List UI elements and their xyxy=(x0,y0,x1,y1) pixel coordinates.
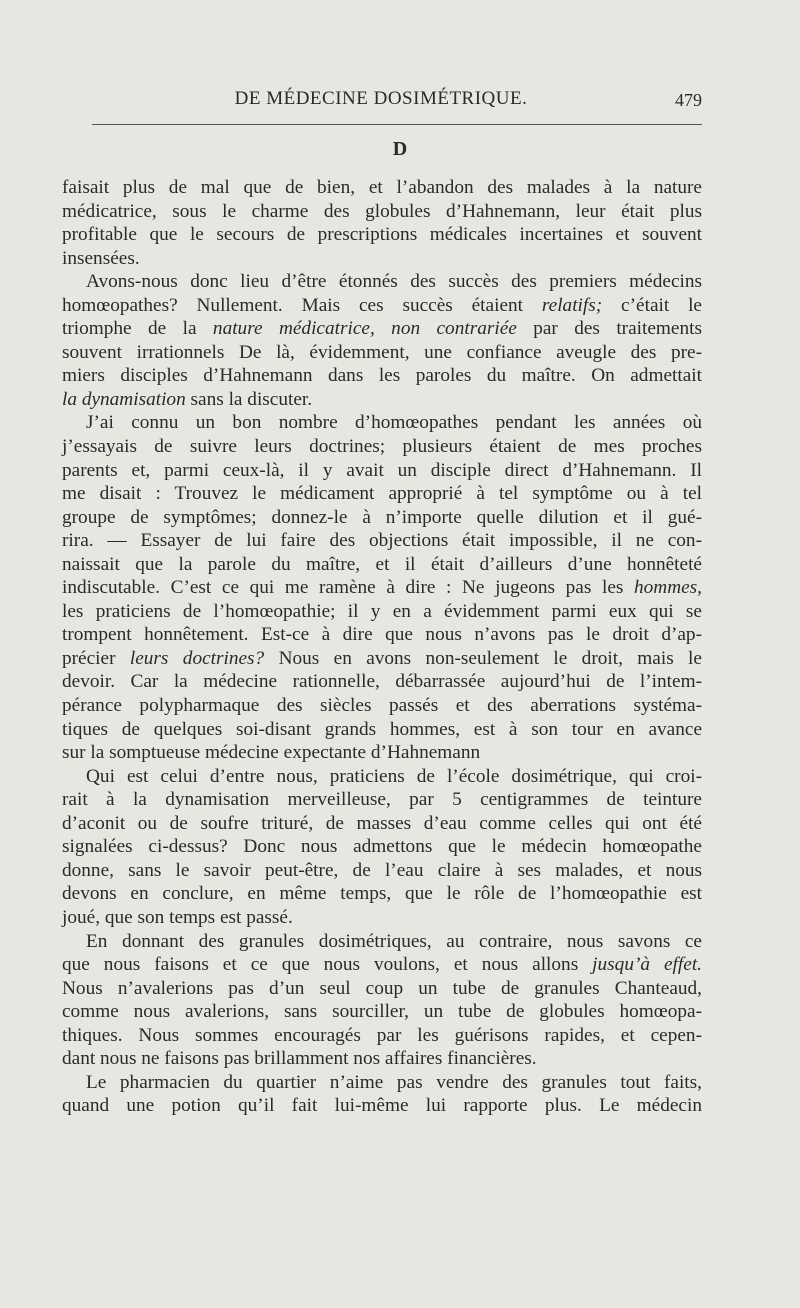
italic-text: hommes, xyxy=(633,577,702,599)
text-segment: thiques. Nous sommes encouragés par les guérisons rapides, et cepen- xyxy=(62,1024,702,1046)
text-segment: joué, que son temps est passé. xyxy=(62,906,293,928)
text-line xyxy=(62,882,702,906)
text-segment: les praticiens de l’homœopathie; il y en a évidemment parmi eux qui se xyxy=(62,600,702,622)
text-segment: naissait que la parole du maître, et il était d’ailleurs d’une honnêteté xyxy=(62,553,702,575)
text-line xyxy=(62,765,702,789)
text-line xyxy=(62,812,702,836)
header-rule xyxy=(92,124,702,125)
text-line xyxy=(62,364,702,388)
text-line xyxy=(62,223,702,247)
running-header xyxy=(60,88,702,114)
text-line xyxy=(62,435,702,459)
text-line xyxy=(62,341,702,365)
body-text xyxy=(62,176,702,1118)
text-segment: sans la discuter. xyxy=(185,388,313,410)
text-line xyxy=(62,647,702,671)
running-title: DE MÉDECINE DOSIMÉTRIQUE. xyxy=(234,88,528,109)
text-segment: Qui est celui d’entre nous, praticiens de l’école dosimétrique, qui croi- xyxy=(86,765,702,787)
page-number: 479 xyxy=(675,90,702,110)
text-line xyxy=(62,859,702,883)
text-segment: devoir. Car la médecine rationnelle, débarrassée aujourd’hui de l’intem- xyxy=(62,671,702,693)
text-line xyxy=(62,788,702,812)
text-line xyxy=(62,977,702,1001)
text-line xyxy=(62,200,702,224)
text-line xyxy=(62,741,702,765)
text-line xyxy=(62,482,702,506)
text-line xyxy=(62,506,702,530)
text-segment: donne, sans le savoir peut-être, de l’eau claire à ses malades, et nous xyxy=(62,859,702,881)
text-line xyxy=(62,1000,702,1024)
text-segment: comme nous avalerions, sans sourciller, un tube de globules homœopa- xyxy=(62,1001,702,1023)
signature-mark: D xyxy=(392,138,408,160)
text-line xyxy=(62,459,702,483)
text-segment: trompent honnêtement. Est-ce à dire que nous n’avons pas le droit d’ap- xyxy=(62,624,702,646)
text-segment: faisait plus de mal que de bien, et l’abandon des malades à la nature xyxy=(62,177,702,198)
text-line xyxy=(62,176,702,200)
text-segment: homœopathes? Nullement. Mais ces succès étaient xyxy=(62,294,542,316)
text-segment: c’était le xyxy=(602,294,702,316)
text-line xyxy=(62,600,702,624)
text-segment: d’aconit ou de soufre trituré, de masses d’eau comme celles qui ont été xyxy=(62,812,702,834)
text-segment: triomphe de la xyxy=(62,318,213,340)
text-line xyxy=(62,294,702,318)
text-segment: sur la somptueuse médecine expectante d’Hahnemann xyxy=(62,742,481,764)
text-segment: indiscutable. C’est ce qui me ramène à dire : Ne jugeons pas les xyxy=(62,577,634,599)
text-line xyxy=(62,247,702,271)
text-line xyxy=(62,1024,702,1048)
text-segment: quand une potion qu’il fait lui-même lui rapporte plus. Le médecin xyxy=(62,1095,702,1117)
text-segment: médicatrice, sous le charme des globules d’Hahnemann, leur était plus xyxy=(62,200,702,222)
text-segment: Avons-nous donc lieu d’être étonnés des succès des premiers médecins xyxy=(86,271,702,293)
text-line xyxy=(62,694,702,718)
text-segment: groupe de symptômes; donnez-le à n’importe quelle dilution et il gué- xyxy=(62,506,702,528)
italic-text: relatifs; xyxy=(541,294,603,316)
text-segment: j’essayais de suivre leurs doctrines; plusieurs étaient de mes proches xyxy=(62,436,702,458)
text-segment: rira. — Essayer de lui faire des objections était impossible, il ne con- xyxy=(62,530,702,552)
italic-text: jusqu’à effet. xyxy=(592,954,702,976)
text-segment: souvent irrationnels De là, évidemment, une confiance aveugle des pre- xyxy=(62,341,702,363)
text-segment: me disait : Trouvez le médicament approprié à tel symptôme ou à tel xyxy=(62,483,702,505)
text-line xyxy=(62,930,702,954)
text-segment: tiques de quelques soi-disant grands hommes, est à son tour en avance xyxy=(62,718,702,740)
text-line xyxy=(62,906,702,930)
italic-text: la dynamisation xyxy=(62,388,186,410)
text-line xyxy=(62,835,702,859)
italic-text: leurs doctrines? xyxy=(129,647,265,669)
text-segment: profitable que le secours de prescriptions médicales incertaines et souvent xyxy=(62,224,702,246)
text-segment: rait à la dynamisation merveilleuse, par 5 centigrammes de teinture xyxy=(62,789,702,811)
text-line xyxy=(62,1094,702,1118)
text-segment: dant nous ne faisons pas brillamment nos affaires financières. xyxy=(62,1048,537,1070)
text-segment: que nous faisons et ce que nous voulons, et nous allons xyxy=(62,954,593,976)
text-line xyxy=(62,576,702,600)
text-line xyxy=(62,670,702,694)
text-segment: Nous n’avalerions pas d’un seul coup un tube de granules Chanteaud, xyxy=(62,977,702,999)
text-segment: devons en conclure, en même temps, que le rôle de l’homœopathie est xyxy=(62,883,702,905)
text-line xyxy=(62,270,702,294)
text-line xyxy=(62,388,702,412)
text-segment: parents et, parmi ceux-là, il y avait un disciple direct d’Hahnemann. Il xyxy=(62,459,702,481)
text-segment: En donnant des granules dosimétriques, au contraire, nous savons ce xyxy=(86,930,702,952)
text-segment: Nous en avons non-seulement le droit, mais le xyxy=(264,647,702,669)
text-line xyxy=(62,953,702,977)
text-line xyxy=(62,317,702,341)
text-line xyxy=(62,1047,702,1071)
text-line xyxy=(62,553,702,577)
text-segment: Le pharmacien du quartier n’aime pas vendre des granules tout faits, xyxy=(86,1071,702,1093)
text-line xyxy=(62,1071,702,1095)
text-segment: signalées ci-dessus? Donc nous admettons que le médecin homœopathe xyxy=(62,836,702,858)
text-segment: par des traitements xyxy=(516,318,702,340)
text-segment: J’ai connu un bon nombre d’homœopathes pendant les années où xyxy=(86,412,702,434)
text-line xyxy=(62,623,702,647)
text-line xyxy=(62,529,702,553)
text-segment: insensées. xyxy=(62,247,140,269)
text-segment: précier xyxy=(62,647,130,669)
text-segment: pérance polypharmaque des siècles passés et des aberrations systéma- xyxy=(62,695,702,717)
italic-text: nature médicatrice, non contrariée xyxy=(212,318,517,340)
text-segment: miers disciples d’Hahnemann dans les paroles du maître. On admettait xyxy=(62,365,702,387)
text-line xyxy=(62,718,702,742)
text-line xyxy=(62,411,702,435)
